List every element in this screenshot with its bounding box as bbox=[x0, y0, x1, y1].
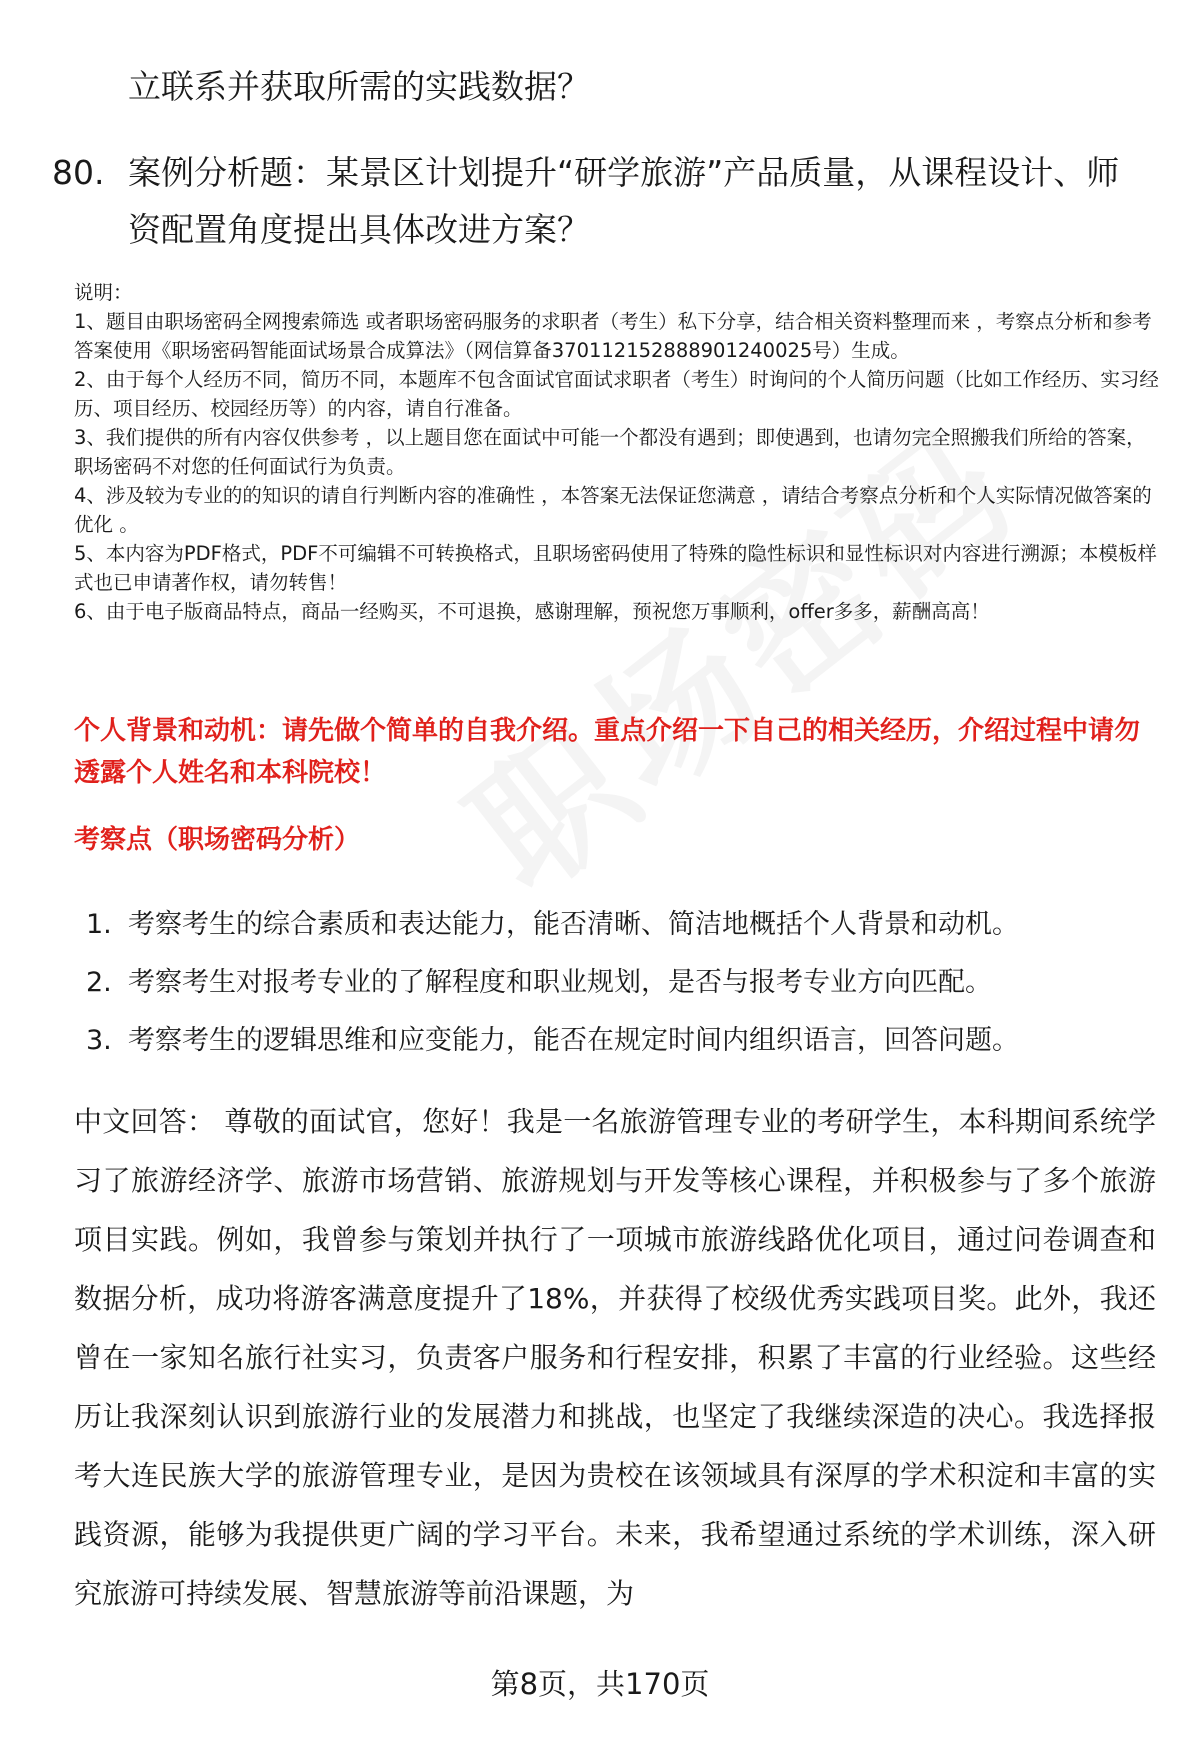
analysis-points bbox=[86, 896, 1166, 1070]
point-number: 1. bbox=[86, 909, 112, 940]
question-continuation: 立联系并获取所需的实践数据？ bbox=[128, 67, 590, 106]
point-number: 3. bbox=[86, 1025, 112, 1056]
page-footer: 第8页，共170页 bbox=[490, 1667, 710, 1701]
list-item bbox=[86, 896, 1166, 954]
note-item: 5、本内容为PDF格式，PDF不可编辑不可转换格式，且职场密码使用了特殊的隐性标识和显性标识对内容进行溯源；本模板样式也已申请著作权，请勿转售！ bbox=[74, 542, 1157, 594]
list-item bbox=[86, 1012, 1166, 1070]
note-item: 2、由于每个人经历不同，简历不同，本题库不包含面试官面试求职者（考生）时询问的个人简历问题（比如工作经历、实习经历、项目经历、校园经历等）的内容，请自行准备。 bbox=[74, 368, 1159, 420]
question-number: 80. bbox=[52, 153, 105, 192]
disclaimer-notes bbox=[74, 278, 1160, 626]
note-item: 1、题目由职场密码全网搜索筛选 或者职场密码服务的求职者（考生）私下分享，结合相关资料整理而来 ，考察点分析和参考答案使用《职场密码智能面试场景合成算法》（网信算备370112152888901240025号）生成。 bbox=[74, 310, 1152, 362]
notes-title: 说明： bbox=[74, 281, 133, 304]
note-item: 6、由于电子版商品特点，商品一经购买，不可退换，感谢理解，预祝您万事顺利，offer多多，薪酬高高！ bbox=[74, 600, 990, 623]
point-text: 考察考生的逻辑思维和应变能力，能否在规定时间内组织语言，回答问题。 bbox=[128, 1025, 1019, 1056]
question-80 bbox=[52, 144, 1152, 258]
list-item bbox=[86, 954, 1166, 1012]
note-item: 3、我们提供的所有内容仅供参考 ，以上题目您在面试中可能一个都没有遇到；即使遇到，也请勿完全照搬我们所给的答案，职场密码不对您的任何面试行为负责。 bbox=[74, 426, 1146, 478]
question-text: 案例分析题：某景区计划提升“研学旅游”产品质量，从课程设计、师资配置角度提出具体改进方案？ bbox=[128, 153, 1120, 249]
point-text: 考察考生的综合素质和表达能力，能否清晰、简洁地概括个人背景和动机。 bbox=[128, 909, 1019, 940]
point-number: 2. bbox=[86, 967, 112, 998]
note-item: 4、涉及较为专业的的知识的请自行判断内容的准确性 ，本答案无法保证您满意 ，请结合考察点分析和个人实际情况做答案的优化 。 bbox=[74, 484, 1152, 536]
point-text: 考察考生对报考专业的了解程度和职业规划，是否与报考专业方向匹配。 bbox=[128, 967, 992, 998]
analysis-heading: 考察点（职场密码分析） bbox=[74, 825, 361, 855]
answer-paragraph: 中文回答： 尊敬的面试官，您好！我是一名旅游管理专业的考研学生，本科期间系统学习了旅游经济学、旅游市场营销、旅游规划与开发等核心课程，并积极参与了多个旅游项目实践。例如，我曾参与策划并执行了一项城市旅游线路优化项目，通过问卷调查和数据分析，成功将游客满意度提升了18%，并获得了校级优秀实践项目奖。此外，我还曾在一家知名旅行社实习，负责客户服务和行程安排，积累了丰富的行业经验。这些经历让我深刻认识到旅游行业的发展潜力和挑战，也坚定了我继续深造的决心。我选择报考大连民族大学的旅游管理专业，是因为贵校在该领域具有深厚的学术积淀和丰富的实践资源，能够为我提供更广阔的学习平台。未来，我希望通过系统的学术训练，深入研究旅游可持续发展、智慧旅游等前沿课题，为 bbox=[74, 1105, 1156, 1610]
section-heading: 个人背景和动机：请先做个简单的自我介绍。重点介绍一下自己的相关经历，介绍过程中请勿透露个人姓名和本科院校！ bbox=[74, 716, 1141, 788]
